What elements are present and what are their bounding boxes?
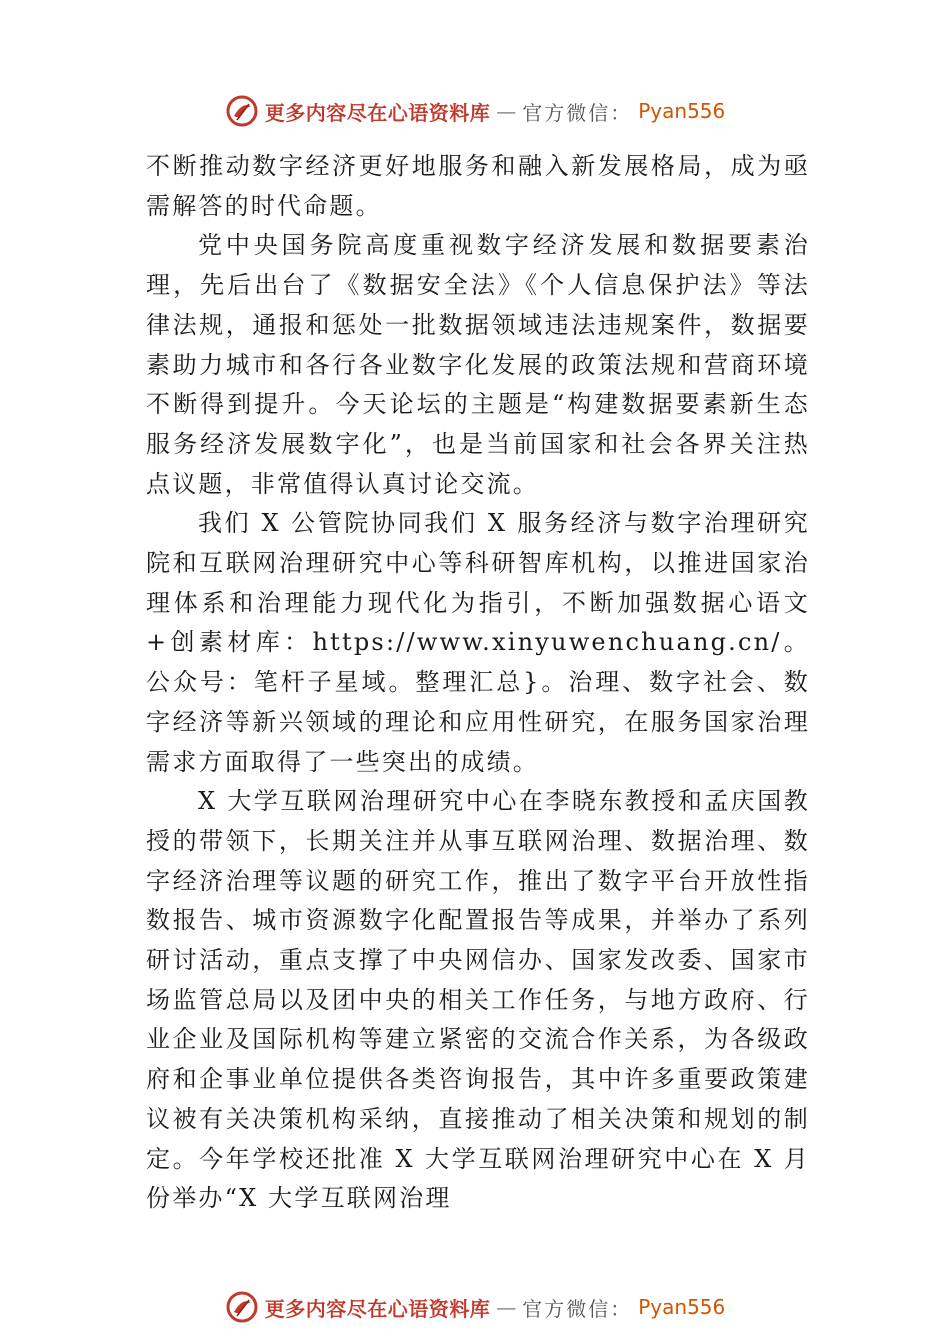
brand-logo-icon xyxy=(225,94,259,128)
paragraph-1: 不断推动数字经济更好地服务和融入新发展格局，成为亟需解答的时代命题。 xyxy=(146,152,810,220)
wechat-id: Pyan556 xyxy=(638,99,726,123)
paragraph-3: 我们 X 公管院协同我们 X 服务经济与数字治理研究院和互联网治理研究中心等科研智库机构，以推进国家治理体系和治理能力现代化为指引，不断加强数据心语文+创素材库：https://www.xinyuwenchuang.cn/。公众号：笔杆子星域。整理汇总}。治理、数字社会、数字经济等新兴领域的理论和应用性研究，在服务国家治理需求方面取得了一些突出的成绩。 xyxy=(146,509,810,776)
paragraph-2: 党中央国务院高度重视数字经济发展和数据要素治理，先后出台了《数据安全法》《个人信息保护法》等法律法规，通报和惩处一批数据领域违法违规案件，数据要素助力城市和各行各业数字化发展的政策法规和营商环境不断得到提升。今天论坛的主题是“构建数据要素新生态服务经济发展数字化”，也是当前国家和社会各界关注热点议题，非常值得认真讨论交流。 xyxy=(146,231,810,498)
document-body xyxy=(146,147,810,1219)
wechat-id: Pyan556 xyxy=(638,1295,726,1319)
header-banner xyxy=(0,94,950,128)
brand-text: 更多内容尽在心语资料库 xyxy=(264,100,491,125)
wechat-label: 官方微信： xyxy=(522,1296,633,1321)
banner-separator: — xyxy=(496,99,517,123)
wechat-label: 官方微信： xyxy=(522,100,633,125)
paragraph-4: X 大学互联网治理研究中心在李晓东教授和孟庆国教授的带领下，长期关注并从事互联网治理、数据治理、数字经济治理等议题的研究工作，推出了数字平台开放性指数报告、城市资源数字化配置报告等成果，并举办了系列研讨活动，重点支撑了中央网信办、国家发改委、国家市场监管总局以及团中央的相关工作任务，与地方政府、行业企业及国际机构等建立紧密的交流合作关系，为各级政府和企事业单位提供各类咨询报告，其中许多重要政策建议被有关决策机构采纳，直接推动了相关决策和规划的制定。今年学校还批准 X 大学互联网治理研究中心在 X 月份举办“X 大学互联网治理 xyxy=(146,787,810,1213)
banner-separator: — xyxy=(496,1295,517,1319)
brand-text: 更多内容尽在心语资料库 xyxy=(264,1296,491,1321)
brand-logo-icon xyxy=(225,1290,259,1324)
footer-banner xyxy=(0,1290,950,1324)
